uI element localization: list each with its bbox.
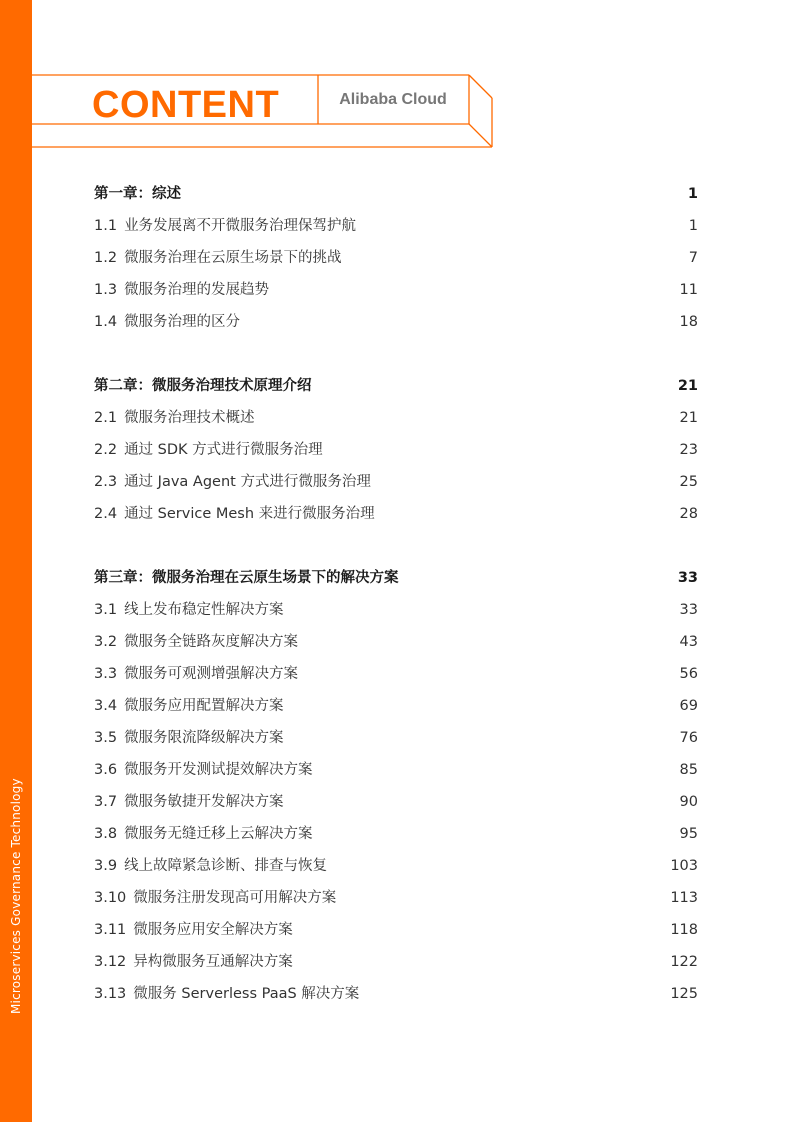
- toc-section-number: 3.4: [94, 698, 118, 714]
- toc-section-number: 3.8: [94, 826, 118, 842]
- toc-entry-title: 微服务 Serverless PaaS 解决方案: [133, 986, 360, 1002]
- toc-chapter-entry[interactable]: [94, 370, 698, 402]
- toc-section-number: 1.2: [94, 250, 118, 266]
- toc-entry-title: 微服务可观测增强解决方案: [124, 666, 299, 682]
- toc-chapter-entry[interactable]: [94, 562, 698, 594]
- toc-section-number: 2.4: [94, 506, 118, 522]
- toc-section-number: 1.4: [94, 314, 118, 330]
- toc-section-entry[interactable]: [94, 914, 698, 946]
- toc-section-number: 2.2: [94, 442, 118, 458]
- toc-entry-title: 线上发布稳定性解决方案: [124, 602, 284, 618]
- toc-section-entry[interactable]: [94, 498, 698, 530]
- page-title: CONTENT: [92, 84, 280, 126]
- toc-entry-title: 业务发展离不开微服务治理保驾护航: [124, 218, 357, 234]
- toc-page-number: 7: [688, 250, 698, 266]
- toc-section-entry[interactable]: [94, 402, 698, 434]
- toc-entry-title: 微服务全链路灰度解决方案: [124, 634, 299, 650]
- brand-label: Alibaba Cloud: [339, 91, 447, 108]
- toc-page-number: 90: [679, 794, 698, 810]
- toc-section-entry[interactable]: [94, 594, 698, 626]
- toc-entry-title: 微服务应用安全解决方案: [133, 922, 293, 938]
- toc-section-entry[interactable]: [94, 658, 698, 690]
- toc-page-number: 103: [670, 858, 698, 874]
- toc-entry-title: 微服务治理的区分: [124, 314, 241, 330]
- toc-entry-title: 微服务注册发现高可用解决方案: [133, 890, 337, 906]
- toc-section-entry[interactable]: [94, 466, 698, 498]
- toc-entry-title: 通过 Service Mesh 来进行微服务治理: [124, 506, 375, 522]
- toc-section-entry[interactable]: [94, 306, 698, 338]
- toc-section-entry[interactable]: [94, 786, 698, 818]
- toc-page-number: 33: [679, 602, 698, 618]
- toc-entry-title: 第一章：综述: [94, 186, 181, 202]
- toc-section-number: 3.11: [94, 922, 127, 938]
- toc-section-entry[interactable]: [94, 690, 698, 722]
- toc-page-number: 95: [679, 826, 698, 842]
- toc-entry-title: 微服务敏捷开发解决方案: [124, 794, 284, 810]
- toc-entry-title: 微服务限流降级解决方案: [124, 730, 284, 746]
- toc-entry-title: 线上故障紧急诊断、排查与恢复: [124, 858, 328, 874]
- toc-section-entry[interactable]: [94, 434, 698, 466]
- toc-entry-title: 第三章：微服务治理在云原生场景下的解决方案: [94, 570, 399, 586]
- toc-entry-title: 微服务开发测试提效解决方案: [124, 762, 313, 778]
- toc-section-number: 3.3: [94, 666, 118, 682]
- toc-page-number: 1: [687, 186, 698, 202]
- toc-page-number: 11: [679, 282, 698, 298]
- toc-entry-title: 异构微服务互通解决方案: [133, 954, 293, 970]
- toc-page-number: 125: [670, 986, 698, 1002]
- toc-section-number: 3.5: [94, 730, 118, 746]
- toc-section-entry[interactable]: [94, 626, 698, 658]
- toc-section-entry[interactable]: [94, 754, 698, 786]
- toc-section-entry[interactable]: [94, 978, 698, 1010]
- table-of-contents: [94, 178, 698, 1010]
- toc-entry-title: 通过 Java Agent 方式进行微服务治理: [124, 474, 371, 490]
- toc-page-number: 76: [679, 730, 698, 746]
- toc-page-number: 122: [670, 954, 698, 970]
- side-label: Microservices Governance Technology: [9, 778, 23, 1014]
- toc-page-number: 21: [679, 410, 698, 426]
- toc-page-number: 33: [677, 570, 698, 586]
- toc-section-entry[interactable]: [94, 946, 698, 978]
- toc-page-number: 118: [670, 922, 698, 938]
- toc-page-number: 56: [679, 666, 698, 682]
- toc-section-entry[interactable]: [94, 722, 698, 754]
- toc-page-number: 25: [679, 474, 698, 490]
- toc-entry-title: 微服务治理在云原生场景下的挑战: [124, 250, 342, 266]
- toc-section-number: 1.3: [94, 282, 118, 298]
- toc-section-number: 3.9: [94, 858, 118, 874]
- toc-section-number: 2.1: [94, 410, 118, 426]
- toc-section-number: 1.1: [94, 218, 118, 234]
- toc-page-number: 113: [670, 890, 698, 906]
- toc-entry-title: 通过 SDK 方式进行微服务治理: [124, 442, 323, 458]
- toc-entry-title: 第二章：微服务治理技术原理介绍: [94, 378, 312, 394]
- toc-section-entry[interactable]: [94, 850, 698, 882]
- toc-section-entry[interactable]: [94, 818, 698, 850]
- toc-section-entry[interactable]: [94, 882, 698, 914]
- toc-section-number: 3.7: [94, 794, 118, 810]
- toc-section-number: 3.12: [94, 954, 127, 970]
- toc-entry-title: 微服务无缝迁移上云解决方案: [124, 826, 313, 842]
- toc-section-entry[interactable]: [94, 274, 698, 306]
- toc-page-number: 18: [679, 314, 698, 330]
- toc-section-entry[interactable]: [94, 242, 698, 274]
- toc-page-number: 69: [679, 698, 698, 714]
- toc-page-number: 1: [688, 218, 698, 234]
- toc-section-entry[interactable]: [94, 210, 698, 242]
- toc-section-number: 3.2: [94, 634, 118, 650]
- toc-section-number: 2.3: [94, 474, 118, 490]
- toc-entry-title: 微服务应用配置解决方案: [124, 698, 284, 714]
- toc-page-number: 23: [679, 442, 698, 458]
- toc-entry-title: 微服务治理的发展趋势: [124, 282, 270, 298]
- toc-section-number: 3.1: [94, 602, 118, 618]
- toc-page-number: 85: [679, 762, 698, 778]
- toc-section-number: 3.6: [94, 762, 118, 778]
- side-bar: [0, 0, 32, 1122]
- toc-chapter-entry[interactable]: [94, 178, 698, 210]
- toc-page-number: 28: [679, 506, 698, 522]
- toc-section-number: 3.10: [94, 890, 127, 906]
- toc-page-number: 43: [679, 634, 698, 650]
- toc-entry-title: 微服务治理技术概述: [124, 410, 255, 426]
- toc-section-number: 3.13: [94, 986, 127, 1002]
- toc-page-number: 21: [677, 378, 698, 394]
